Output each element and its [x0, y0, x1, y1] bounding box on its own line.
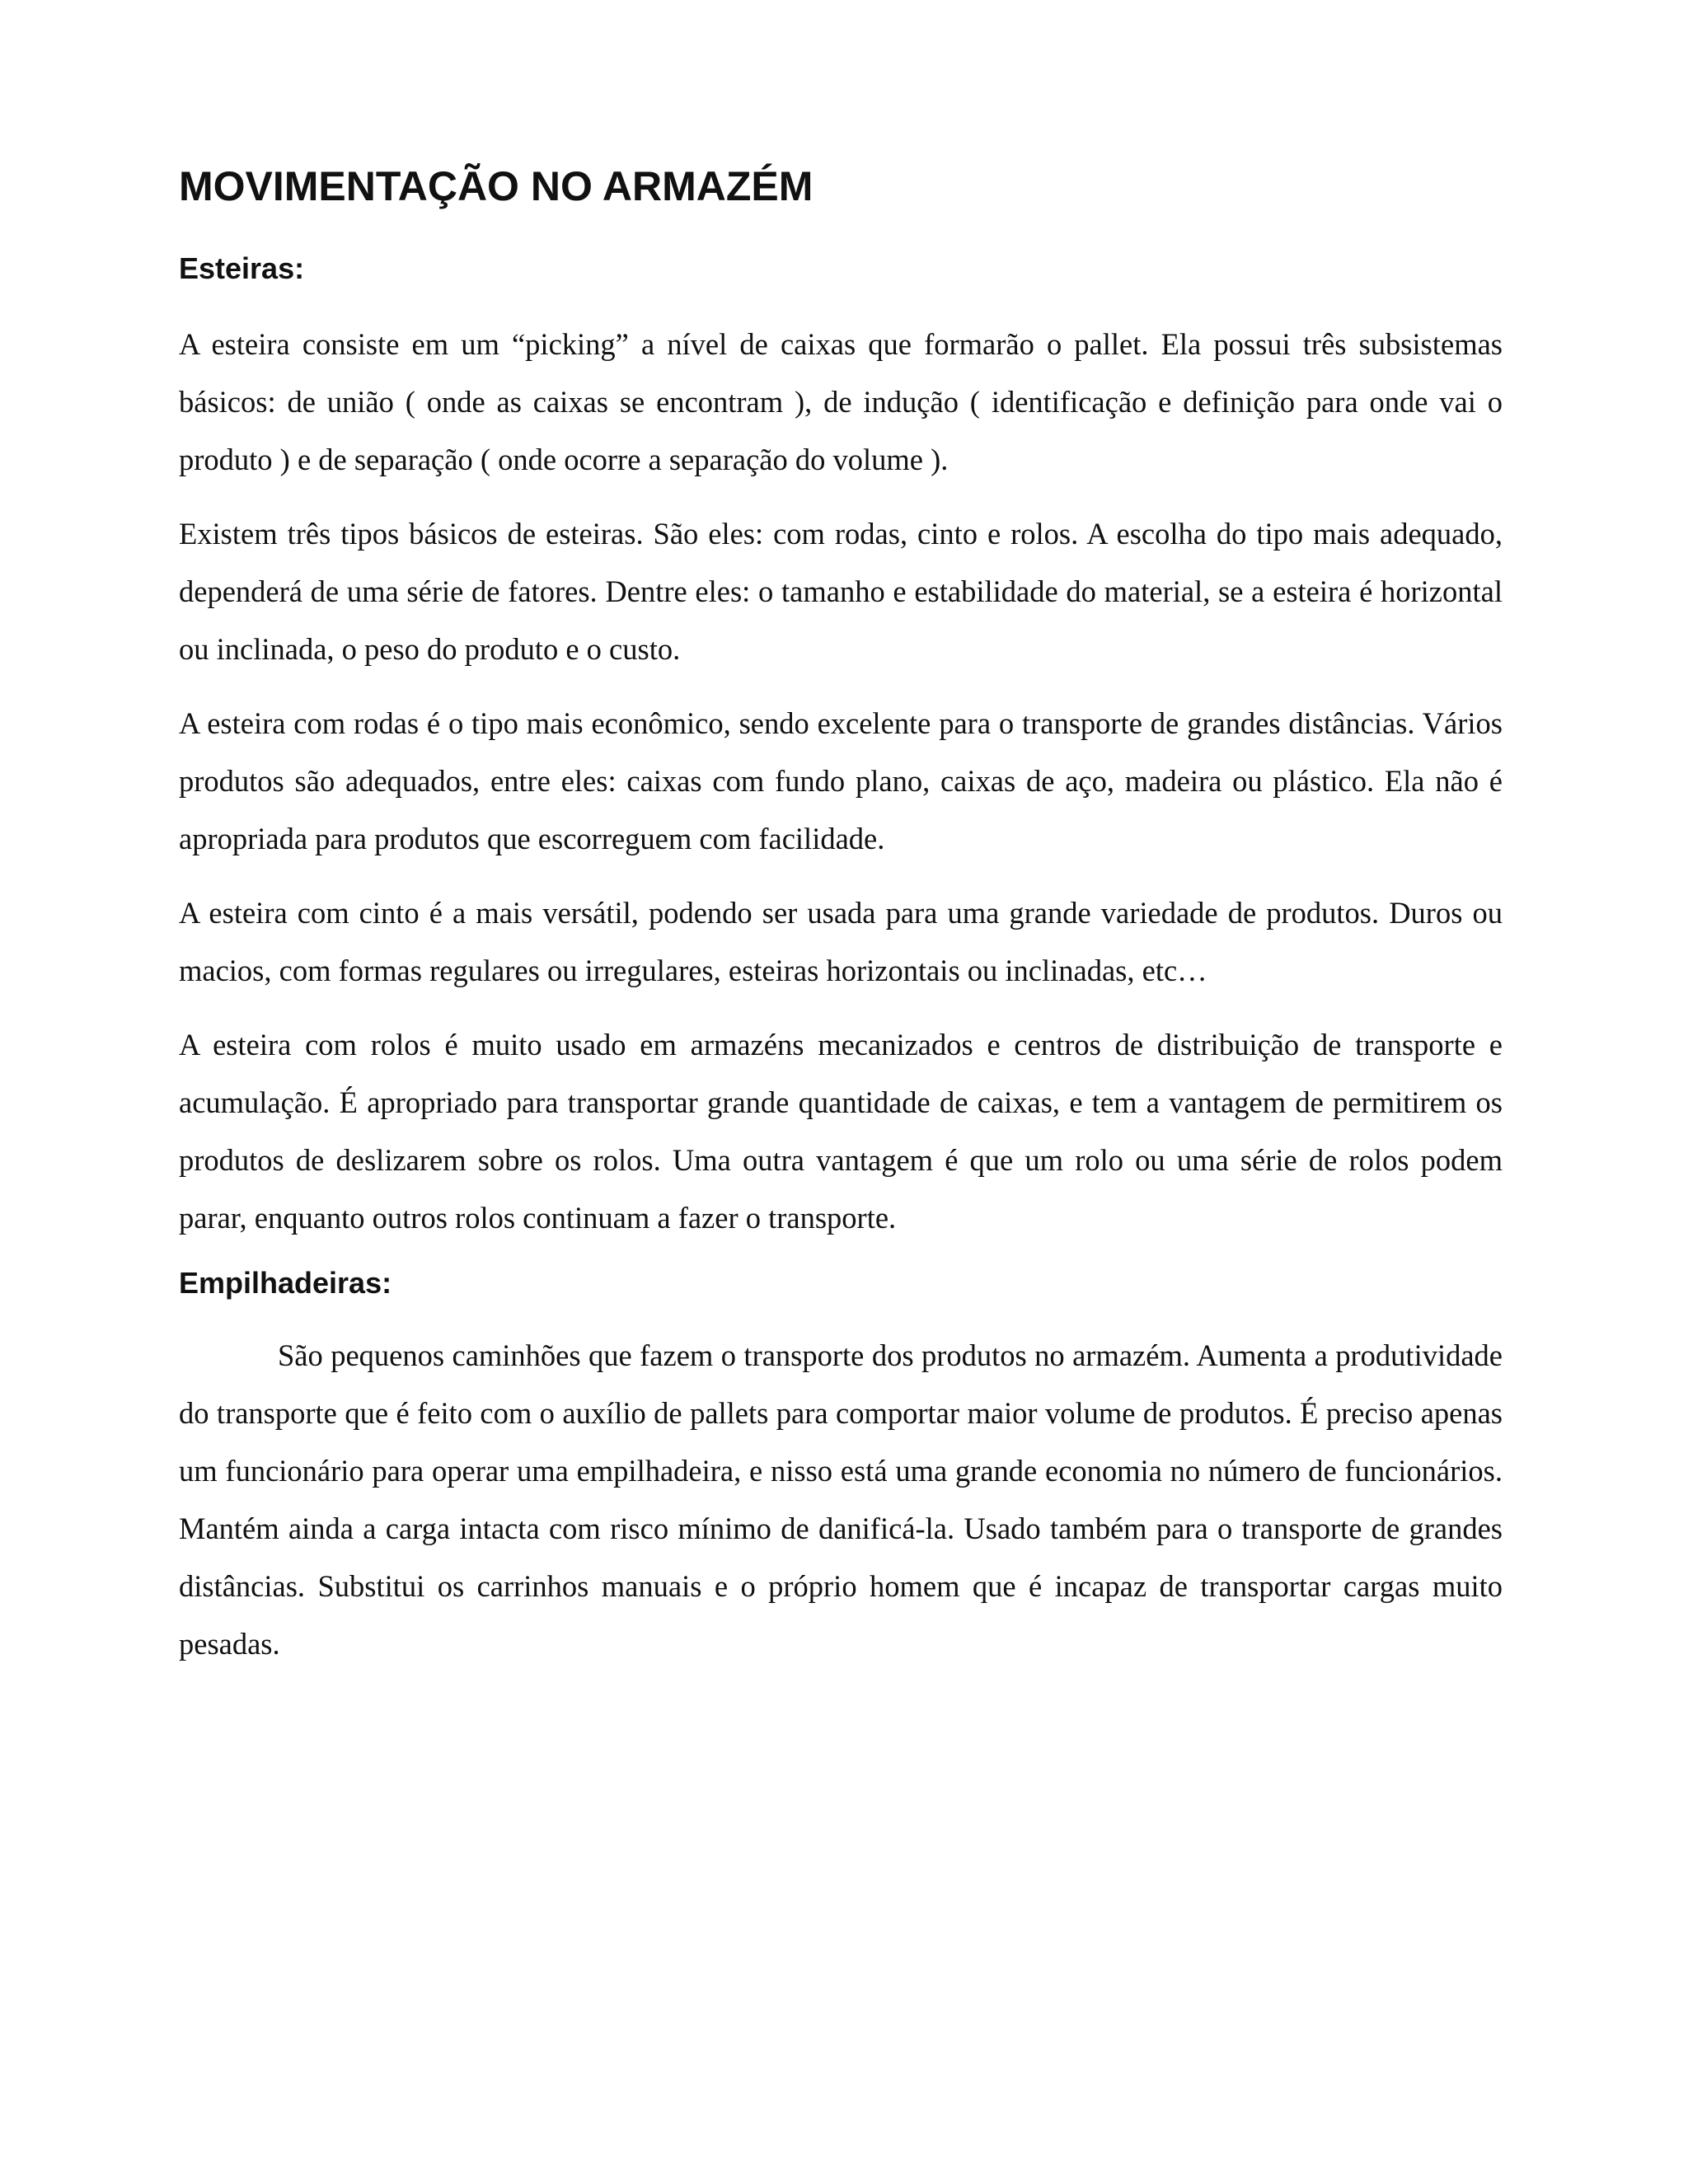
- section-heading-esteiras: Esteiras:: [179, 251, 305, 285]
- paragraph-esteira-rodas: A esteira com rodas é o tipo mais econômico, sendo excelente para o transporte de grandes distâncias. Vários produtos são adequados, entre eles: caixas com fundo plano, caixas de aço, madeira ou plástico. Ela não é apropriada para produtos que escorreguem com facilidade.: [179, 706, 1503, 856]
- paragraph-esteiras-intro: A esteira consiste em um “picking” a nível de caixas que formarão o pallet. Ela possui três subsistemas básicos: de união ( onde as caixas se encontram ), de indução ( identificação e definição para onde vai o produto ) e de separação ( onde ocorre a separação do volume ).: [179, 327, 1503, 477]
- document-content: [179, 162, 1503, 1690]
- paragraph-empilhadeiras: São pequenos caminhões que fazem o transporte dos produtos no armazém. Aumenta a produtividade do transporte que é feito com o auxílio de pallets para comportar maior volume de produtos. É preciso apenas um funcionário para operar uma empilhadeira, e nisso está uma grande economia no número de funcionários. Mantém ainda a carga intacta com risco mínimo de danificá-la. Usado também para o transporte de grandes distâncias. Substitui os carrinhos manuais e o próprio homem que é incapaz de transportar cargas muito pesadas.: [179, 1338, 1503, 1661]
- paragraph-esteiras-tipos: Existem três tipos básicos de esteiras. São eles: com rodas, cinto e rolos. A escolha do tipo mais adequado, dependerá de uma série de fatores. Dentre eles: o tamanho e estabilidade do material, se a esteira é horizontal ou inclinada, o peso do produto e o custo.: [179, 517, 1503, 667]
- section-heading-empilhadeiras: Empilhadeiras:: [179, 1266, 392, 1301]
- page-title: MOVIMENTAÇÃO NO ARMAZÉM: [179, 163, 814, 209]
- paragraph-esteira-rolos: A esteira com rolos é muito usado em armazéns mecanizados e centros de distribuição de transporte e acumulação. É apropriado para transportar grande quantidade de caixas, e tem a vantagem de permitirem os produtos de deslizarem sobre os rolos. Uma outra vantagem é que um rolo ou uma série de rolos podem parar, enquanto outros rolos continuam a fazer o transporte.: [179, 1028, 1503, 1235]
- paragraph-esteira-cinto: A esteira com cinto é a mais versátil, podendo ser usada para uma grande variedade de produtos. Duros ou macios, com formas regulares ou irregulares, esteiras horizontais ou inclinadas, etc…: [179, 896, 1503, 988]
